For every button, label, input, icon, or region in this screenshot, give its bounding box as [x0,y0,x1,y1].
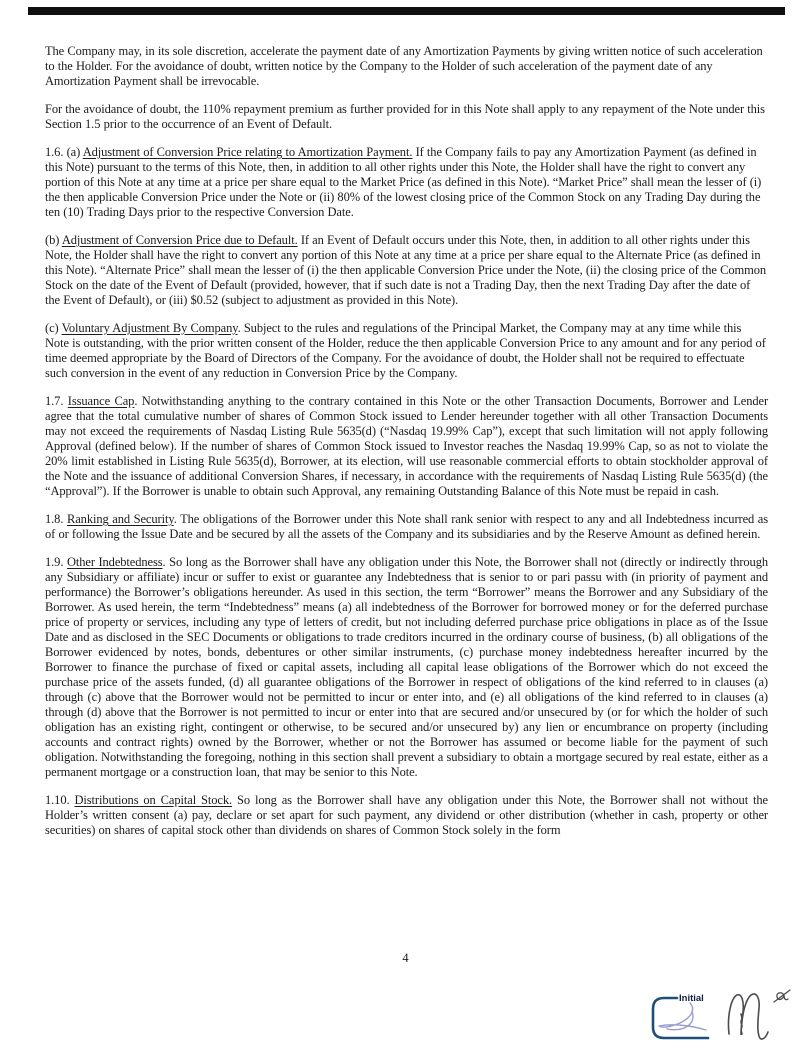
paragraph-amortization-acceleration [45,44,768,89]
section-heading: Voluntary Adjustment By Company [61,321,238,335]
section-heading: Adjustment of Conversion Price due to Default. [61,233,298,247]
section-number: 1.10. [45,793,75,807]
section-number: 1.7. [45,394,68,408]
monogram-signature [728,994,768,1039]
paragraph-text: . The obligations of the Borrower under this Note shall rank senior with respect to any and all Indebtedness incurred as of or following the Issue Date and be secured by all the assets of the Company and its subsidiaries and by the Reserve Amount as defined herein. [45,512,769,541]
paragraph-text: . So long as the Borrower shall have any obligation under this Note, the Borrower shall not (directly or indirectly through any Subsidiary or affiliate) incur or suffer to exist or guarantee any Indebtedness that is senior to or pari passu with (in priority of payment and performance) the Borrower’s obligations hereunder. As used in this section, the term “Borrower” means the Borrower and any Subsidiary of the Borrower. As used herein, the term “Indebtedness” means (a) all indebtedness of the Borrower for borrowed money or for the deferred purchase price of property or services, including any type of letters of credit, but not including deferred purchase price obligations in place as of the Issue Date and as disclosed in the SEC Documents or obligations to trade creditors incurred in the ordinary course of business, (b) all obligations of the Borrower evidenced by notes, bonds, debentures or other similar instruments, (c) purchase money indebtedness hereafter incurred by the Borrower to finance the purchase of fixed or capital assets, including all capital lease obligations of the Borrower which do not exceed the purchase price of the assets funded, (d) all guarantee obligations of the Borrower in respect of obligations of the kind referred to in clauses (a) through (c) above that the Borrower would not be permitted to incur or enter into, and (e) all obligations of the kind referred to in clauses (a) through (d) above that the Borrower is not permitted to incur or enter into that are secured and/or unsecured by (or for which the holder of such obligation has an existing right, contingent or otherwise, to be secured and/or unsecured by) any lien or encumbrance on property (including accounts and contract rights) owned by the Borrower, whether or not the Borrower has assumed or become liable for the payment of such obligation. Notwithstanding the foregoing, nothing in this section shall prevent a subsidiary to obtain a mortgage secured by real estate, either as a permanent mortgage or a construction loan, that may be senior to this Note. [45,555,769,779]
section-1-8-ranking-security [45,512,768,542]
section-1-9-other-indebtedness [45,555,768,780]
section-heading: Issuance Cap [67,394,135,408]
paragraph-text: . Subject to the rules and regulations of the Principal Market, the Company may at any time while this Note is outstanding, with the prior written consent of the Holder, reduce the then applicable Conversion Price to any amount and for any period of time deemed appropriate by the Board of Directors of the Company. For the avoidance of doubt, the Holder shall not be required to effectuate such conversion in the event of any reduction in Conversion Price by the Company. [45,321,766,380]
section-heading: Distributions on Capital Stock. [74,793,233,807]
document-body [45,44,768,851]
section-1-10-distributions-capital-stock [45,793,768,838]
section-heading: Adjustment of Conversion Price relating to Amortization Payment. [82,145,413,159]
section-number: (b) [45,233,62,247]
paragraph-repayment-premium [45,102,768,132]
paragraph-text: If the Company fails to pay any Amortization Payment (as defined in this Note) pursuant to the terms of this Note, then, in addition to all other rights under this Note, the Holder shall have the right to convert any portion of this Note at any time at a price per share equal to the Market Price (as defined in this Note). “Market Price” shall mean the lesser of (i) the then applicable Conversion Price under the Note or (ii) 80% of the lowest closing price of the Common Stock on any Trading Day during the ten (10) Trading Days prior to the respective Conversion Date. [45,145,762,219]
section-number: (c) [45,321,62,335]
initial-scribble-signature [659,1003,706,1030]
section-1-6c-voluntary-adjustment [45,321,768,381]
paragraph-text: . Notwithstanding anything to the contrary contained in this Note or the other Transaction Documents, Borrower and Lender agree that the total cumulative number of shares of Common Stock issued to Lender hereunder together with all other Transaction Documents may not exceed the requirements of Nasdaq Listing Rule 5635(d) (“Nasdaq 19.99% Cap”), except that such limitation will not apply following Approval (defined below). If the number of shares of Common Stock issued to Investor reaches the Nasdaq 19.99% Cap, so as not to violate the 20% limit established in Listing Rule 5635(d), Borrower, at its election, will use reasonable commercial efforts to obtain stockholder approval of the Note and the issuance of additional Conversion Shares, if necessary, in accordance with the requirements of Nasdaq Listing Rule 5635(d) (the “Approval”). If the Borrower is unable to obtain such Approval, any remaining Outstanding Balance of this Note must be repaid in cash. [45,394,769,498]
paragraph-text: For the avoidance of doubt, the 110% repayment premium as further provided for in this Note shall apply to any repayment of the Note under this Section 1.5 prior to the occurrence of an Event of Default. [45,102,765,131]
section-heading: Ranking and Security [66,512,174,526]
paragraph-text: So long as the Borrower shall have any obligation under this Note, the Borrower shall not without the Holder’s written consent (a) pay, declare or set apart for such payment, any dividend or other distribution (whether in cash, property or other securities) on shares of capital stock other than dividends on shares of Common Stock solely in the form [45,793,769,837]
section-number: 1.9. [45,555,67,569]
section-1-7-issuance-cap [45,394,768,499]
section-number: 1.8. [45,512,67,526]
scan-artifact-line [28,7,785,15]
page-number: 4 [402,951,409,965]
section-1-6b-adjustment-default [45,233,768,308]
paragraph-text: The Company may, in its sole discretion, accelerate the payment date of any Amortization Payments by giving written notice of such acceleration to the Holder. For the avoidance of doubt, written notice by the Company to the Holder of such acceleration of the payment date of any Amortization Payment shall be irrevocable. [45,44,763,88]
section-1-6a-adjustment-amortization [45,145,768,220]
signature-area [645,982,811,1048]
section-number: 1.6. (a) [45,145,83,159]
initial-box [653,998,708,1038]
section-heading: Other Indebtedness [66,555,163,569]
paragraph-text: If an Event of Default occurs under this Note, then, in addition to all other rights under this Note, the Holder shall have the right to convert any portion of this Note at any time at a price per share equal to the Alternate Price (as defined in this Note). “Alternate Price” shall mean the lesser of (i) the then applicable Conversion Price under the Note, (ii) the closing price of the Common Stock on the date of the Event of Default (provided, however, that if such date is not a Trading Day, then the next Trading Day after the date of the Event of Default), or (iii) $0.52 (subject to adjustment as provided in this Note). [45,233,767,307]
monogram-superscript-a [774,990,790,1002]
initial-label: Initial [679,993,704,1004]
